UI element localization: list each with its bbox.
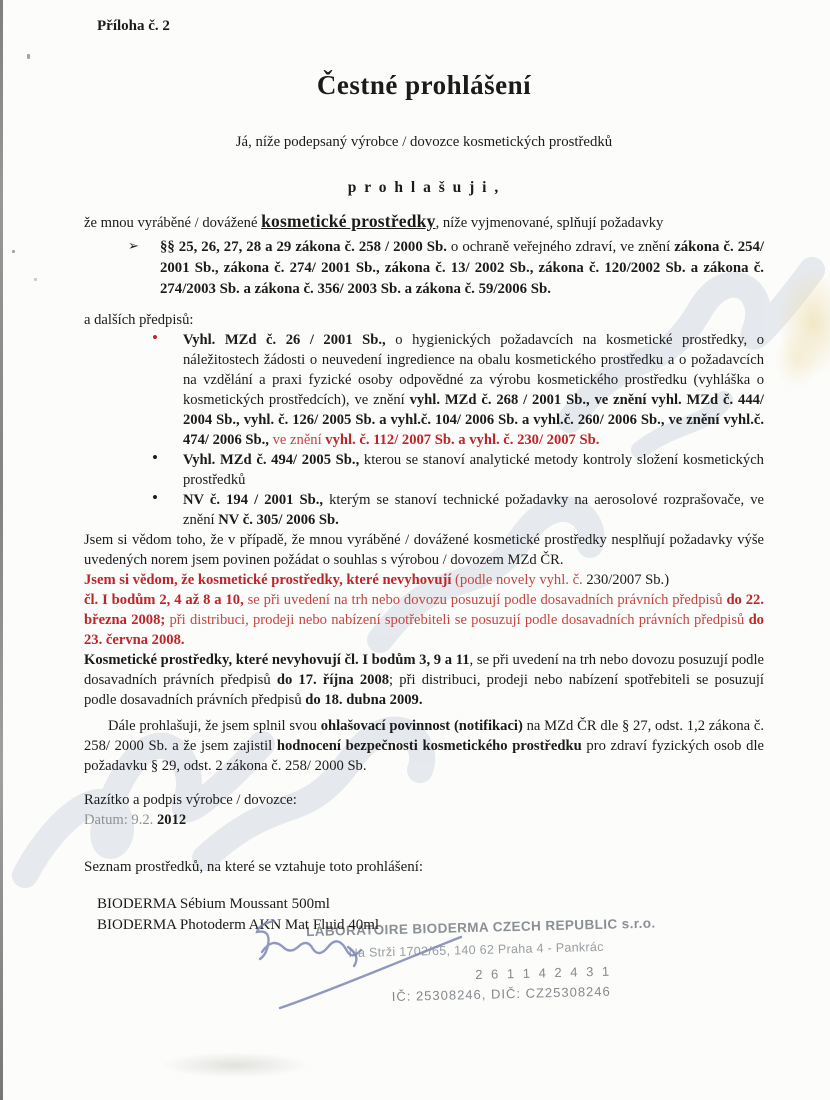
scan-speck [27,54,30,59]
scan-speck [12,250,15,253]
paragraph-notification: Dále prohlašuji, že jsem splnil svou ohlašovací povinnost (notifikaci) na MZd ČR dle § 27, odst. 1,2 zákona č. 258/ 2000 Sb. a že jsem zajistil hodnocení bezpečnosti kosmetického prostředku pro zdraví fyzických osob dle požadavku § 29, odst. 2 zákona č. 258/ 2000 Sb. [84,718,765,774]
regulation-text: Vyhl. MZd č. 26 / 2001 Sb., o hygienických požadavcích na kosmetické prostředky, o náležitostech žádosti o neuvedení ingredience na obalu kosmetického prostředku a o požadavcích na vzdělání a praxi fyzické osoby odpovědné za výrobu kosmetického prostředku (vyhláška o kosmetických prostředcích), ve znění vyhl. MZd č. 268 / 2001 Sb., ve znění vyhl. MZd č. 444/ 2004 Sb., vyhl. č. 126/ 2005 Sb. a vyhl.č. 104/ 2006 Sb. a vyhl.č. 260/ 2006 Sb., ve znění vyhl.č. 474/ 2006 Sb., ve znění vyhl. č. 112/ 2007 Sb. a vyhl. č. 230/ 2007 Sb. [183,332,765,448]
regulations-intro: a dalších předpisů: [84,312,194,328]
bullet-icon: • [152,328,158,347]
regulation-item [84,490,764,530]
bullet-icon: • [152,448,158,467]
product-item: BIODERMA Sébium Moussant 500ml [97,896,330,912]
intro-line: Já, níže podepsaný výrobce / dovozce kosmetických prostředků [235,134,613,150]
paragraph-deadlines-black: Kosmetické prostředky, které nevyhovují čl. I bodům 3, 9 a 11, se při uvedení na trh nebo dovozu posuzují podle dosavadních právních předpisů do 17. října 2008; při distribuci, prodeji nebo nabízení spotřebiteli se posuzují podle dosavadních právních předpisů do 18. dubna 2009. [84,652,764,708]
paragraph-requirements: že mnou vyráběné / dovážené kosmetické prostředky, níže vyjmenované, splňují požadavky [84,211,664,231]
date-line: Datum: 9.2. 2012 [84,812,187,828]
regulation-item [84,330,764,450]
regulation-text: NV č. 194 / 2001 Sb., kterým se stanoví technické požadavky na aerosolové rozprašovače, ve znění NV č. 305/ 2006 Sb. [183,492,764,528]
stamp-ico-dic: IČ: 25308246, DIČ: CZ25308246 [391,983,611,1005]
handwritten-signature [230,895,510,1025]
scan-edge-artifact [0,0,3,1100]
scan-stain [160,1052,310,1078]
scan-speck [34,278,37,281]
product-list-intro: Seznam prostředků, na které se vztahuje toto prohlášení: [84,859,424,875]
law-list-text: §§ 25, 26, 27, 28 a 29 zákona č. 258 / 2000 Sb. o ochraně veřejného zdraví, ve znění zákona č. 254/ 2001 Sb., zákona č. 274/ 2001 Sb., zákona č. 13/ 2002 Sb., zákona č. 120/2002 Sb. a zákona č. 274/2003 Sb. a zákona č. 356/ 2003 Sb. a zákona č. 59/2006 Sb. [160,239,764,297]
stamp-phone: 2 6 1 1 4 2 4 3 1 [475,963,612,982]
regulation-item [84,450,764,490]
arrow-bullet-icon: ➢ [128,238,139,253]
bullet-icon: • [152,488,158,507]
paragraph-awareness: Jsem si vědom toho, že v případě, že mnou vyráběné / dovážené kosmetické prostředky nesplňují požadavky výše uvedených norem jsem povinen požádat o souhlas s výrobou / dovozem MZd ČR. [84,532,764,568]
document-title: Čestné prohlášení [316,70,532,100]
stamp-signature-label: Razítko a podpis výrobce / dovozce: [84,792,297,808]
stamp-address: Na Strži 1702/65, 140 62 Praha 4 - Pankrác [348,939,604,961]
declaration-word: p r o h l a š u j i , [347,179,501,196]
regulation-text: Vyhl. MZd č. 494/ 2005 Sb., kterou se stanoví analytické metody kontroly složení kosmetických prostředků [183,452,764,488]
law-list-item [84,237,764,300]
paragraph-noncompliant-red: Jsem si vědom, že kosmetické prostředky, které nevyhovují (podle novely vyhl. č. 230/2007 Sb.) [84,572,670,588]
paragraph-deadlines-red: čl. I bodům 2, 4 až 8 a 10, se při uvedení na trh nebo dovozu posuzují podle dosavadních právních předpisů do 22. března 2008; při distribuci, prodeji nebo nabízení spotřebiteli se posuzují podle dosavadních právních předpisů do 23. června 2008. [84,592,764,648]
product-item: BIODERMA Photoderm AKN Mat Fluid 40ml [97,916,380,933]
attachment-label: Příloha č. 2 [97,18,170,34]
stamp-company-name: LABORATOIRE BIODERMA CZECH REPUBLIC s.r.o. [305,915,656,940]
